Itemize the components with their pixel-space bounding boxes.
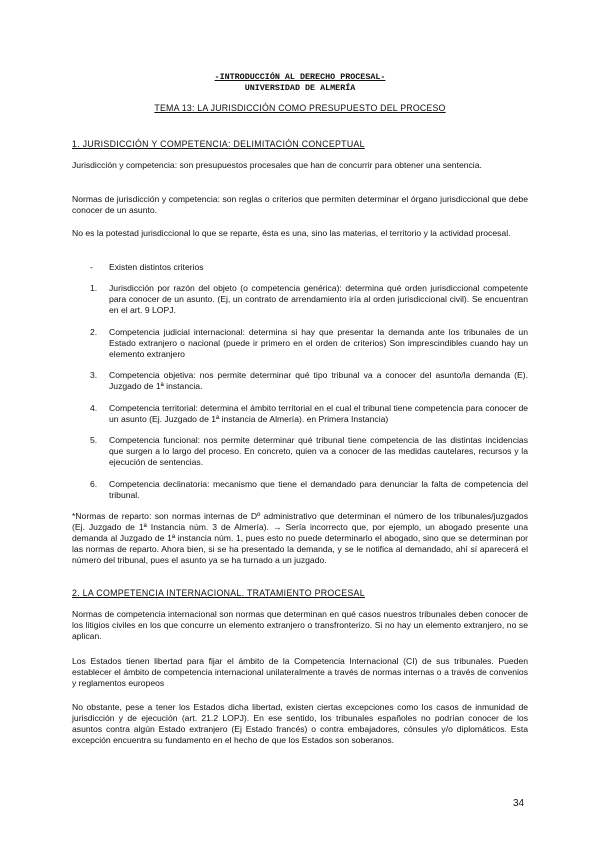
page-number: 34 xyxy=(513,798,525,809)
section-2-heading: 2. LA COMPETENCIA INTERNACIONAL. TRATAMIENTO PROCESAL xyxy=(72,588,365,598)
section-1-heading: 1. JURISDICCIÓN Y COMPETENCIA: DELIMITACIÓN CONCEPTUAL xyxy=(72,139,365,149)
list-item-number: 1. xyxy=(90,283,98,293)
course-header: -INTRODUCCIÓN AL DERECHO PROCESAL- xyxy=(214,72,386,82)
paragraph: Normas de competencia internacional son normas que determinan en qué casos nuestros tribunales deben conocer de los litigios civiles en los que concurre un elemento extranjero o transfronterizo. Si no hay un elemento extranjero, no se aplican. xyxy=(72,609,528,641)
bullet-text: Existen distintos criterios xyxy=(109,262,204,272)
university-header: UNIVERSIDAD DE ALMERÍA xyxy=(244,83,356,93)
list-item-number: 4. xyxy=(90,403,98,413)
paragraph: No es la potestad jurisdiccional lo que se reparte, ésta es una, sino las materias, el territorio y la actividad procesal. xyxy=(72,228,511,238)
paragraph: No obstante, pese a tener los Estados dicha libertad, existen ciertas excepciones como los casos de inmunidad de jurisdicción y de ejecución (art. 21.2 LOPJ). En ese sentido, los tribunales españoles no podrían conocer de los asuntos contra algún Estado extranjero (Ej Estado francés) o contra embajadores, cónsules y/o diplomáticos. Esta excepción encuentra su fundamento en el hecho de que los Estados son soberanos. xyxy=(72,702,528,745)
page-title: TEMA 13: LA JURISDICCIÓN COMO PRESUPUESTO DEL PROCESO xyxy=(154,103,446,113)
list-item-text: Competencia funcional: nos permite determinar qué tribunal tiene competencia de las distintas incidencias que surgen a lo largo del proceso. En concreto, quien va a conocer de las medidas cautelares, recursos y la ejecución de sentencias. xyxy=(109,435,528,467)
list-item-number: 3. xyxy=(90,370,98,380)
paragraph: Los Estados tienen libertad para fijar el ámbito de la Competencia Internacional (CI) de sus tribunales. Pueden establecer el ámbito de competencia internacional unilateralmente a través de normas internas o a través de convenios y reglamentos europeos xyxy=(72,656,528,688)
list-item-text: Competencia judicial internacional: determina si hay que presentar la demanda ante los tribunales de un Estado extranjero o nacional (puede ir primero en el orden de criterios) Son imprescindibles cuando hay un elemento extranjero xyxy=(109,327,528,359)
list-item-number: 2. xyxy=(90,327,98,337)
list-item-text: Competencia declinatoria: mecanismo que tiene el demandado para denunciar la falta de competencia del tribunal. xyxy=(109,479,528,500)
paragraph: Jurisdicción y competencia: son presupuestos procesales que han de concurrir para obtener una sentencia. xyxy=(72,160,482,170)
list-item-text: Competencia objetiva: nos permite determinar qué tipo tribunal va a conocer del asunto/la demanda (E). Juzgado de 1ª instancia. xyxy=(109,370,528,391)
paragraph: *Normas de reparto: son normas internas de Dº administrativo que determinan el número de los tribunales/juzgados (Ej. Juzgado de 1ª Instancia núm. 3 de Almería). → Sería incorrecto que, por ejemplo, un abogado presente una demanda al Juzgado de 1ª instancia núm. 1, pues esto no puede determinarlo el abogado, sino que se determinan por las normas de reparto. Ahora bien, si se ha presentado la demanda, y se le notifica al demandado, ahí sí aparecerá el número del tribunal, pues el asunto ya se ha turnado a un juzgado. xyxy=(72,511,528,565)
list-item-number: 5. xyxy=(90,435,98,445)
list-item-number: 6. xyxy=(90,479,98,489)
list-item-text: Jurisdicción por razón del objeto (o competencia genérica): determina qué orden jurisdiccional competente para conocer de un asunto. (Ej, un contrato de arrendamiento iría al orden jurisdiccional civil). Se encuentran en el art. 9 LOPJ. xyxy=(109,283,528,315)
bullet-dash: - xyxy=(90,262,93,272)
paragraph: Normas de jurisdicción y competencia: son reglas o criterios que permiten determinar el órgano jurisdiccional que debe conocer de un asunto. xyxy=(72,194,528,215)
list-item-text: Competencia territorial: determina el ámbito territorial en el cual el tribunal tiene competencia para conocer de un asunto (Ej. Juzgado de 1ª instancia de Almería). en Primera Instancia) xyxy=(109,403,528,424)
